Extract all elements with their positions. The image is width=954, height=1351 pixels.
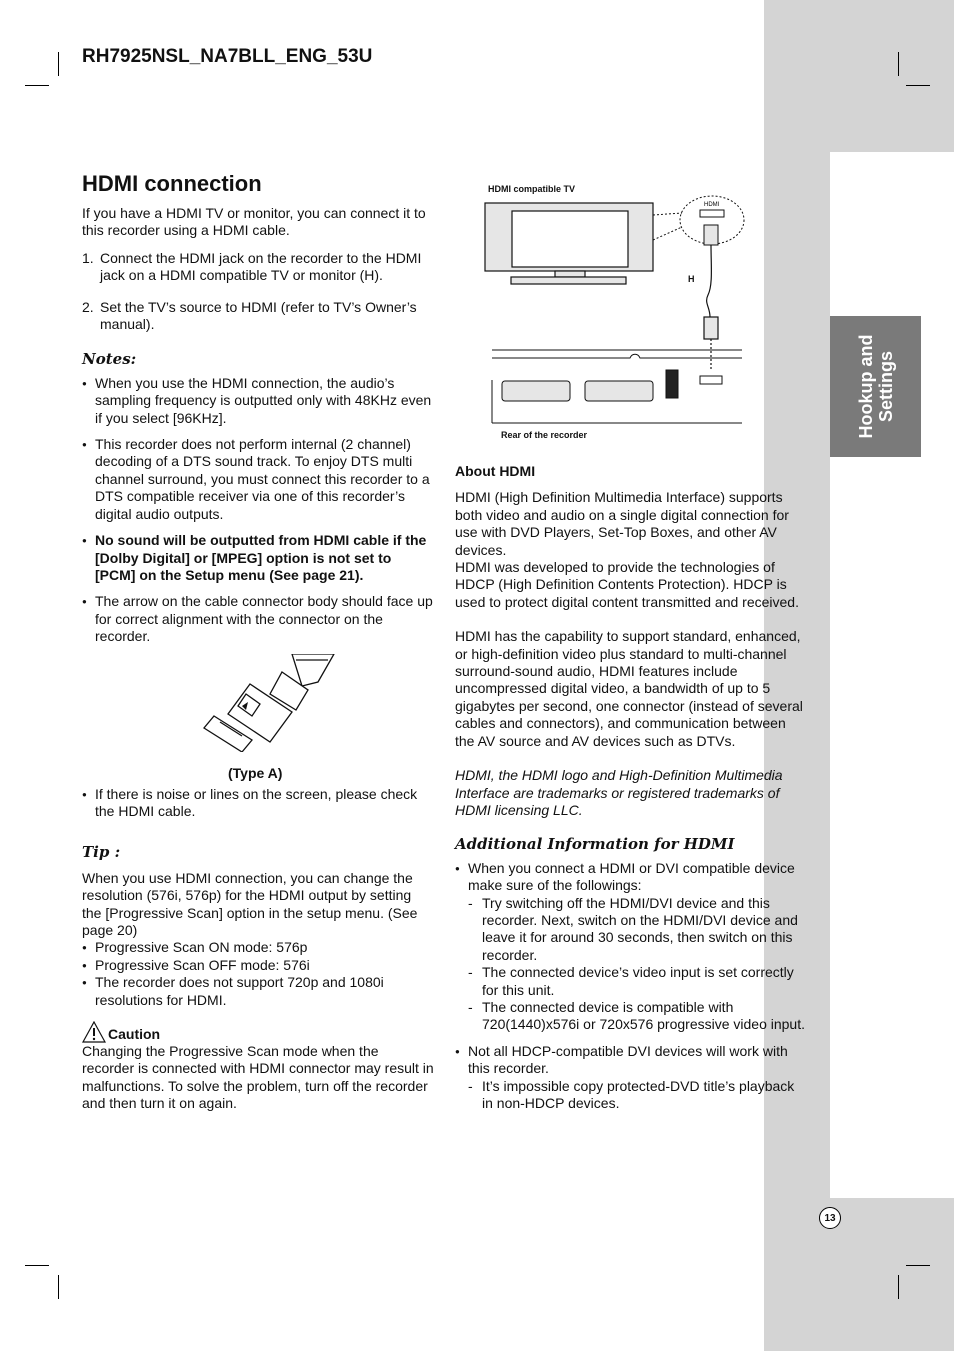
step-number: 1. — [82, 249, 94, 266]
note-item: ● When you use the HDMI connection, the audio’s sampling frequency is outputted only with 48KHz even if you select [96KHz]. — [82, 375, 434, 427]
about-paragraph: HDMI (High Definition Multimedia Interface) supports both video and audio on a single digital connection for use with DVD Players, Set-Top Boxes, and other AV devices. — [455, 489, 789, 558]
recorder-rear-panel — [492, 350, 742, 423]
document-code: RH7925NSL_NA7BLL_ENG_53U — [82, 46, 373, 67]
crop-mark — [58, 1275, 59, 1299]
sub-item-text: Try switching off the HDMI/DVI device and this recorder. Next, switch on the HDMI/DVI device and leave it for around 30 seconds, then switch on this recorder. — [482, 894, 798, 963]
additional-item: ● Not all HDCP-compatible DVI devices will work with this recorder. — [455, 1043, 807, 1078]
side-gray-top — [830, 0, 954, 152]
caution-text: Changing the Progressive Scan mode when the recorder is connected with HDMI connector may result in malfunctions. To solve the problem, turn off the recorder and then turn it on again. — [82, 1043, 434, 1112]
trademark-note: HDMI, the HDMI logo and High-Definition Multimedia Interface are trademarks or registered trademarks of HDMI licensing LLC. — [455, 767, 783, 818]
caution-heading — [82, 1021, 434, 1043]
warning-triangle-icon — [82, 1021, 106, 1043]
tip-title: Tip : — [82, 843, 121, 862]
sub-item-text: The connected device’s video input is set correctly for this unit. — [482, 964, 794, 998]
step-text: Connect the HDMI jack on the recorder to the HDMI jack on a HDMI compatible TV or monitor (H). — [100, 249, 422, 284]
hdmi-connector-illustration — [82, 654, 434, 752]
dash-marker: - — [468, 964, 473, 981]
tv-hdmi-port-label: HDMI — [704, 202, 720, 208]
tv-icon — [485, 203, 653, 284]
hdmi-connection-diagram — [480, 195, 750, 435]
page-number: 13 — [819, 1207, 841, 1229]
side-gray-bottom — [830, 1198, 954, 1351]
additional-title: Additional Information for HDMI — [455, 835, 735, 854]
note-item: ● This recorder does not perform internal (2 channel) decoding of a DTS sound track. To enjoy DTS multi channel surround, you must connect this recorder to a DTS compatible receiver via one of this recorder’s digital audio outputs. — [82, 436, 434, 523]
section-tab — [830, 316, 921, 457]
dash-marker: - — [468, 1077, 473, 1094]
tv-hdmi-port-callout — [653, 196, 744, 245]
hdmi-plug-icon — [82, 654, 434, 752]
dash-marker: - — [468, 894, 473, 911]
side-white-panel — [830, 152, 954, 1198]
section-tab-line2: Settings — [875, 351, 896, 423]
left-column — [82, 205, 434, 1113]
about-paragraph: HDMI was developed to provide the technologies of HDCP (High Definition Contents Protection). HDCP is used to protect digital content transmitted and received. — [455, 559, 799, 610]
sub-item-text: The connected device is compatible with 720(1440)x576i or 720x576 progressive video input. — [482, 998, 805, 1033]
additional-sub-item — [455, 999, 807, 1034]
crop-mark — [25, 85, 49, 86]
tip-item: ● Progressive Scan ON mode: 576p — [82, 939, 434, 956]
additional-sub-item — [455, 1078, 807, 1113]
rear-label: Rear of the recorder — [501, 430, 588, 440]
cable-h-label: H — [688, 274, 695, 284]
tip-text: When you use HDMI connection, you can change the resolution (576i, 576p) for the HDMI output by setting the [Progressive Scan] option in the setup menu. (See page 20) — [82, 869, 418, 938]
about-paragraph: HDMI has the capability to support standard, enhanced, or high-definition video plus standard to multi-channel surround-sound audio, HDMI features include uncompressed digital video, a bandwidth of up to 5 gigabytes per second, one connector (instead of several cables and connectors), and communication between the AV source and AV devices such as DTVs. — [455, 628, 803, 749]
tv-label: HDMI compatible TV — [488, 184, 576, 194]
note-item: ● If there is noise or lines on the screen, please check the HDMI cable. — [82, 786, 434, 821]
intro-text: If you have a HDMI TV or monitor, you can connect it to this recorder using a HDMI cable. — [82, 205, 426, 239]
additional-item: ● When you connect a HDMI or DVI compatible device make sure of the followings: — [455, 860, 807, 895]
crop-mark — [906, 1265, 930, 1266]
crop-mark — [25, 1265, 49, 1266]
step-number: 2. — [82, 298, 94, 315]
tip-item: ● The recorder does not support 720p and 1080i resolutions for HDMI. — [82, 974, 434, 1009]
crop-mark — [58, 52, 59, 76]
hdmi-cable — [704, 245, 718, 371]
caution-title: Caution — [108, 1025, 161, 1042]
crop-mark — [898, 1275, 899, 1299]
note-item-bold: ● No sound will be outputted from HDMI cable if the [Dolby Digital] or [MPEG] option is not set to [PCM] on the Setup menu (See page 21). — [82, 532, 434, 584]
crop-mark — [898, 52, 899, 76]
section-tab-line1: Hookup and — [855, 334, 876, 439]
about-title: About HDMI — [455, 463, 536, 479]
dash-marker: - — [468, 998, 473, 1015]
connector-caption: (Type A) — [228, 765, 283, 781]
additional-sub-item — [455, 964, 807, 999]
step-2 — [82, 299, 434, 334]
right-column — [455, 463, 807, 1112]
tip-item: ● Progressive Scan OFF mode: 576i — [82, 957, 434, 974]
step-1 — [82, 250, 434, 285]
additional-sub-item — [455, 895, 807, 965]
crop-mark — [906, 85, 930, 86]
page-title: HDMI connection — [82, 171, 262, 196]
step-text: Set the TV’s source to HDMI (refer to TV’s Owner’s manual). — [100, 298, 417, 333]
note-item: ● The arrow on the cable connector body should face up for correct alignment with the connector on the recorder. — [82, 593, 434, 645]
sub-item-text: It’s impossible copy protected-DVD title’s playback in non-HDCP devices. — [482, 1077, 795, 1111]
notes-title: Notes: — [82, 350, 137, 369]
